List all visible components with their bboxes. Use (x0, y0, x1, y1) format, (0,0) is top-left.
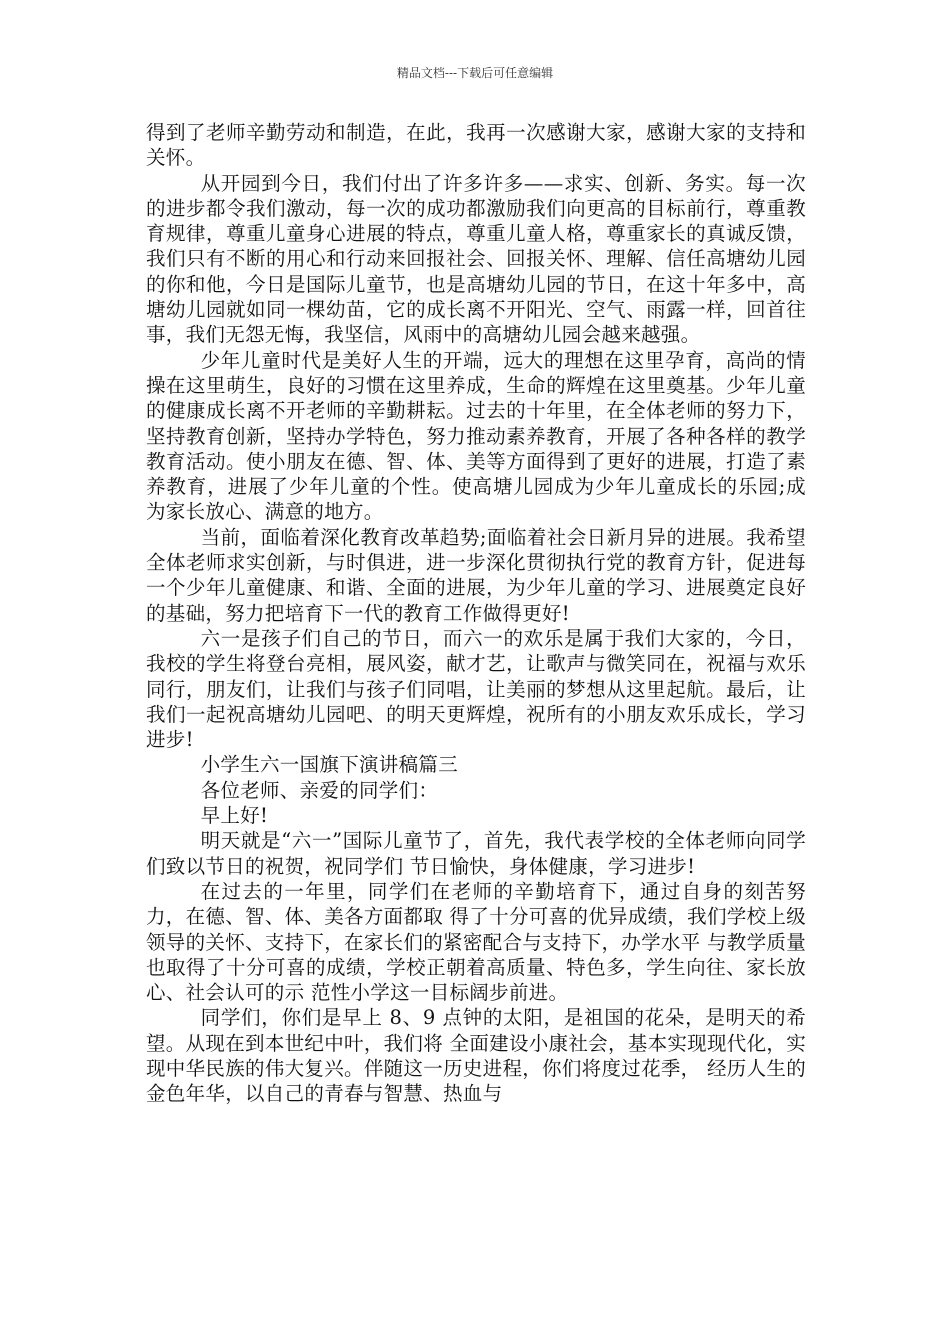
document-body (146, 120, 806, 1107)
paragraph-2: 从开园到今日，我们付出了许多许多——求实、创新、务实。每一次的进步都令我们激动，每一次的成功都激励我们向更高的目标前行，尊重教育规律，尊重儿童身心进展的特点，尊重儿童人格，尊重家长的真诚反馈，我们只有不断的用心和行动来回报社会、回报关怀、理解、信任高塘幼儿园的你和他，今日是国际儿童节，也是高塘幼儿园的节日，在这十年多中，高塘幼儿园就如同一棵幼苗，它的成长离不开阳光、空气、雨露一样，回首往事，我们无怨无悔，我坚信，风雨中的高塘幼儿园会越来越强。 (146, 171, 806, 347)
section-title: 小学生六一国旗下演讲稿篇三 (200, 753, 458, 777)
paragraph-1: 得到了老师辛勤劳动和制造，在此，我再一次感谢大家，感谢大家的支持和关怀。 (146, 121, 806, 170)
paragraph-4: 当前，面临着深化教育改革趋势;面临着社会日新月异的进展。我希望全体老师求实创新，与时俱进，进一步深化贯彻执行党的教育方针，促进每一个少年儿童健康、和谐、全面的进展，为少年儿童的学习、进展奠定良好的基础，努力把培育下一代的教育工作做得更好! (146, 525, 806, 625)
salutation: 各位老师、亲爱的同学们： (200, 778, 439, 802)
paragraph-10: 在过去的一年里，同学们在老师的辛勤培育下，通过自身的刻苦努力，在德、智、体、美各方面都取 得了十分可喜的优异成绩，我们学校上级领导的关怀、支持下，在家长们的紧密配合与支持下，办学水平 与教学质量也取得了十分可喜的成绩，学校正朝着高质量、特色多，学生向往、家长放心、社会认可的示 范性小学这一目标阔步前进。 (146, 879, 806, 1005)
paragraph-5: 六一是孩子们自己的节日，而六一的欢乐是属于我们大家的，今日，我校的学生将登台亮相，展风姿，献才艺，让歌声与微笑同在，祝福与欢乐同行，朋友们，让我们与孩子们同唱，让美丽的梦想从这里起航。最后，让我们一起祝高塘幼儿园吧、的明天更辉煌，祝所有的小朋友欢乐成长，学习进步! (146, 626, 806, 752)
paragraph-3: 少年儿童时代是美好人生的开端，远大的理想在这里孕育，高尚的情操在这里萌生，良好的习惯在这里养成，生命的辉煌在这里奠基。少年儿童的健康成长离不开老师的辛勤耕耘。过去的十年里，在全体老师的努力下，坚持教育创新，坚持办学特色，努力推动素养教育，开展了各种各样的教学教育活动。使小朋友在德、智、体、美等方面得到了更好的进展，打造了素养教育，进展了少年儿童的个性。使高塘儿园成为少年儿童成长的乐园;成为家长放心、满意的地方。 (146, 348, 806, 524)
paragraph-9: 明天就是“六一”国际儿童节了，首先，我代表学校的全体老师向同学们致以节日的祝贺，祝同学们 节日愉快，身体健康，学习进步! (146, 829, 806, 878)
greeting: 早上好! (200, 804, 269, 828)
page-header: 精品文档---下载后可任意编辑 (396, 66, 554, 80)
paragraph-11: 同学们，你们是早上 8、9 点钟的太阳，是祖国的花朵，是明天的希望。从现在到本世纪中叶，我们将 全面建设小康社会，基本实现现代化，实现中华民族的伟大复兴。伴随这一历史进程，你们将度过花季， 经历人生的金色年华，以自己的青春与智慧、热血与 (146, 1006, 806, 1106)
